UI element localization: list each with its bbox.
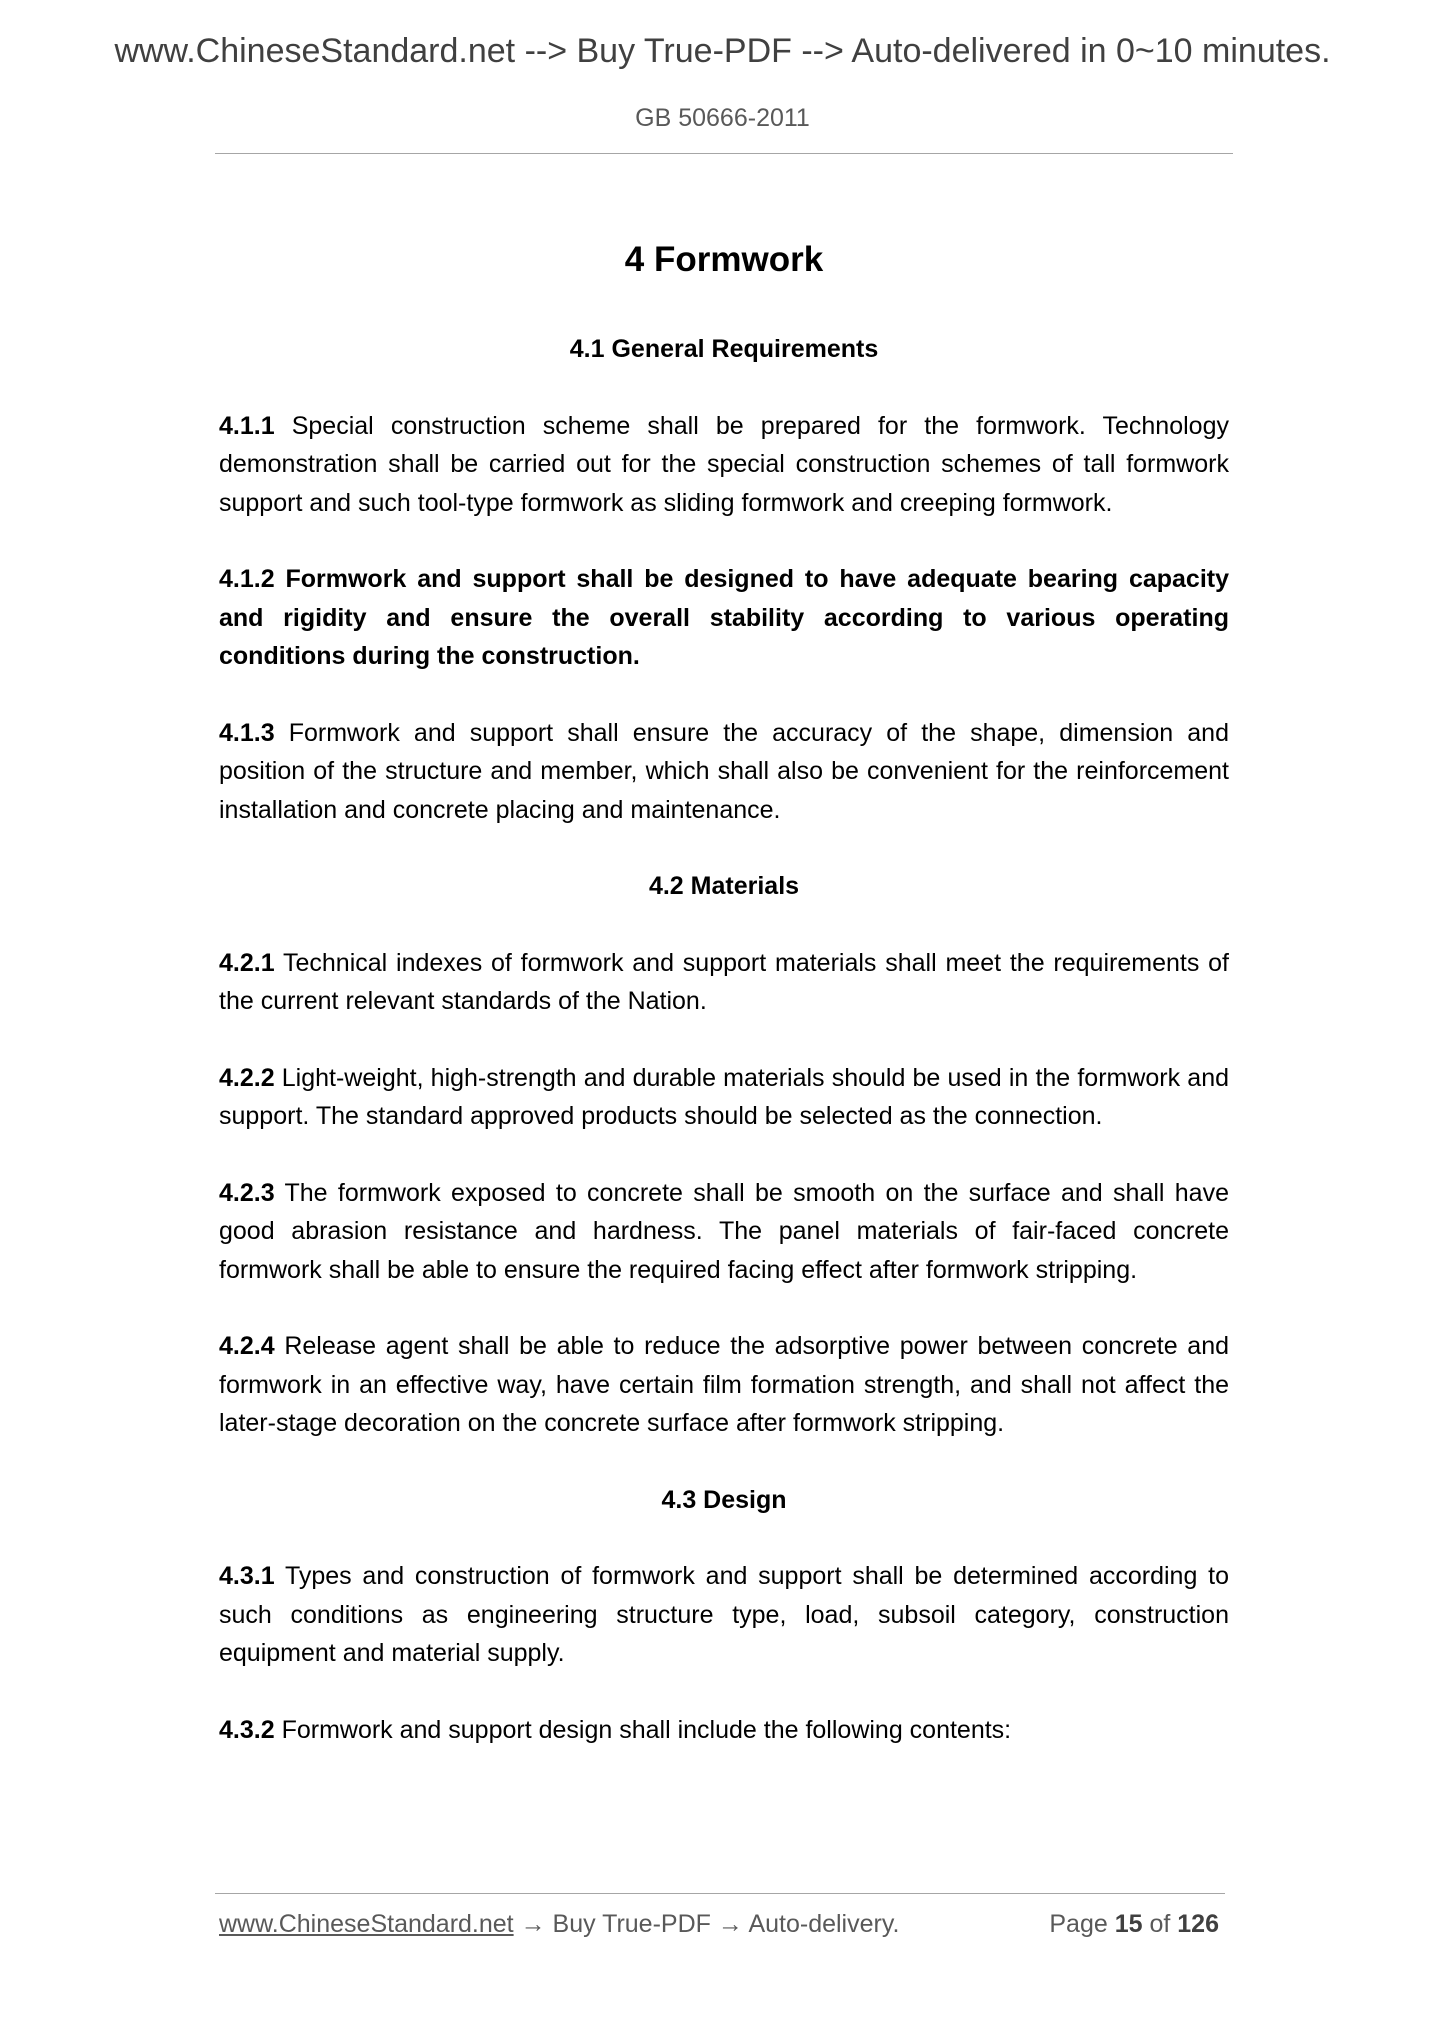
clause-text: Types and construction of formwork and support shall be determined according to such conditions as engineering structure type, load, subsoil category, construction equipment and material supply. bbox=[219, 1562, 1229, 1667]
footer-buy-text: Buy True-PDF bbox=[552, 1910, 711, 1938]
clause-text: Formwork and support shall ensure the accuracy of the shape, dimension and position of the structure and member, which shall also be convenient for the reinforcement installation and concrete placing and maintenance. bbox=[219, 718, 1229, 824]
page-total: 126 bbox=[1177, 1910, 1219, 1938]
clause-4-2-2 bbox=[219, 1059, 1229, 1136]
clause-number: 4.2.2 bbox=[219, 1063, 275, 1092]
clause-4-1-2 bbox=[219, 560, 1229, 676]
clause-4-2-3 bbox=[219, 1174, 1229, 1290]
clause-number: 4.1.3 bbox=[219, 718, 275, 747]
clause-text: Formwork and support design shall include the following contents: bbox=[281, 1715, 1012, 1744]
clause-4-1-1 bbox=[219, 407, 1229, 523]
document-body bbox=[219, 226, 1229, 1749]
clause-number: 4.3.2 bbox=[219, 1715, 275, 1744]
clause-number: 4.2.4 bbox=[219, 1332, 275, 1360]
clause-number: 4.2.3 bbox=[219, 1178, 275, 1207]
clause-4-2-1 bbox=[219, 944, 1229, 1021]
section-title-4-1: 4.1 General Requirements bbox=[569, 335, 879, 363]
arrow-right-icon: → bbox=[717, 1910, 743, 1938]
header-banner: www.ChineseStandard.net --> Buy True-PDF --> Auto-delivered in 0~10 minutes. bbox=[114, 32, 1331, 70]
clause-text: Formwork and support shall be designed to have adequate bearing capacity and rigidity and ensure the overall stability according to various operating conditions during the construction. bbox=[219, 565, 1230, 670]
footer bbox=[219, 1910, 1229, 1939]
arrow-right-icon: → bbox=[520, 1910, 546, 1938]
clause-number: 4.3.1 bbox=[219, 1562, 275, 1590]
clause-text: Special construction scheme shall be prepared for the formwork. Technology demonstration shall be carried out for the special construction schemes of tall formwork support and such tool-type formwork as sliding formwork and creeping formwork. bbox=[219, 411, 1229, 517]
section-title-4-2: 4.2 Materials bbox=[648, 872, 800, 900]
clause-text: The formwork exposed to concrete shall be smooth on the surface and shall have good abrasion resistance and hardness. The panel materials of fair-faced concrete formwork shall be able to ensure the required facing effect after formwork stripping. bbox=[219, 1178, 1229, 1284]
clause-text: Light-weight, high-strength and durable materials should be used in the formwork and support. The standard approved products should be selected as the connection. bbox=[219, 1063, 1229, 1130]
clause-text: Release agent shall be able to reduce the adsorptive power between concrete and formwork in an effective way, have certain film formation strength, and shall not affect the later-stage decoration on the concrete surface after formwork stripping. bbox=[219, 1332, 1230, 1437]
clause-4-2-4 bbox=[219, 1327, 1229, 1443]
page-current: 15 bbox=[1114, 1910, 1143, 1938]
clause-4-1-3 bbox=[219, 714, 1229, 830]
clause-number: 4.2.1 bbox=[219, 948, 275, 977]
footer-site-link[interactable]: www.ChineseStandard.net bbox=[219, 1910, 514, 1938]
clause-4-3-2 bbox=[219, 1711, 1229, 1750]
standard-code: GB 50666-2011 bbox=[635, 104, 810, 132]
page-indicator bbox=[1049, 1910, 1219, 1939]
clause-number: 4.1.1 bbox=[219, 411, 275, 440]
footer-delivery-text: Auto-delivery. bbox=[748, 1910, 900, 1938]
chapter-title: 4 Formwork bbox=[624, 240, 824, 279]
clause-number: 4.1.2 bbox=[219, 565, 275, 593]
clause-4-3-1 bbox=[219, 1557, 1229, 1673]
footer-divider bbox=[215, 1893, 1225, 1894]
clause-text: Technical indexes of formwork and support materials shall meet the requirements of the current relevant standards of the Nation. bbox=[219, 948, 1229, 1015]
page-label: Page bbox=[1049, 1910, 1108, 1938]
page-of: of bbox=[1149, 1910, 1171, 1938]
header-divider bbox=[215, 153, 1233, 154]
section-title-4-3: 4.3 Design bbox=[661, 1485, 787, 1514]
